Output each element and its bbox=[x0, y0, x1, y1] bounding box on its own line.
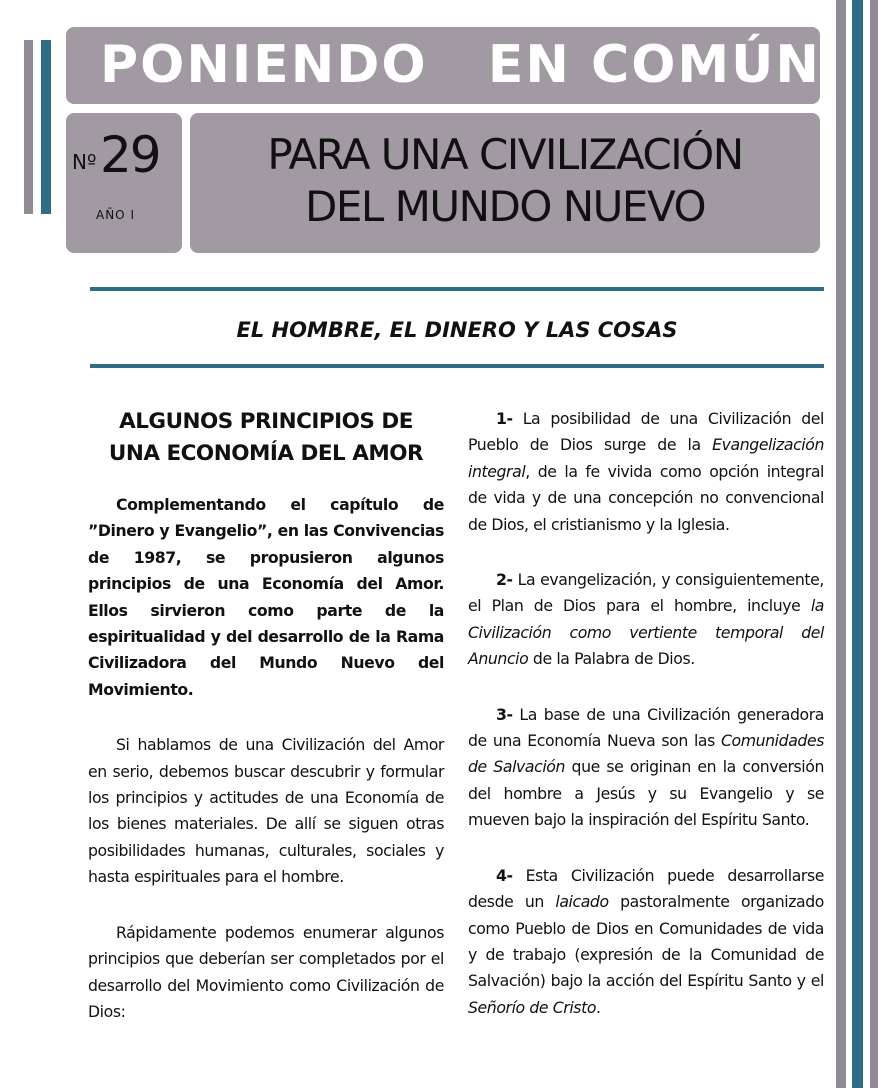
lead-text: Complementando el capítulo de ”Dinero y Evangelio”, en las Convivencias de 1987, se propusieron algunos principios de una Economía del Amor. Ellos sirvieron como parte de la espiritualidad y del desarrollo de la Rama Civilizadora del Mundo Nuevo del Movimiento. bbox=[88, 495, 444, 699]
article-heading-line-1: ALGUNOS PRINCIPIOS DE bbox=[119, 409, 413, 434]
top-divider-rule bbox=[90, 287, 824, 291]
left-decorative-bar-1 bbox=[24, 40, 33, 214]
principle-3 bbox=[468, 702, 824, 834]
issue-prefix: Nº bbox=[72, 150, 97, 174]
principle-4-text-c: . bbox=[596, 997, 601, 1017]
left-decorative-bar-2 bbox=[41, 40, 51, 214]
principle-1-number: 1- bbox=[496, 409, 513, 428]
subtitle-line-2: DEL MUNDO NUEVO bbox=[304, 182, 706, 231]
principle-4-emphasis-a: laicado bbox=[555, 892, 609, 912]
left-column bbox=[88, 406, 444, 1054]
principle-3-text-a: La base de una Civilización generadora de una Economía Nueva son las bbox=[468, 704, 824, 751]
principle-1-text-a: La posibilidad de una Civilización del Pueblo de Dios surge de la bbox=[468, 409, 824, 455]
subtitle-line-1: PARA UNA CIVILIZACIÓN bbox=[267, 130, 743, 179]
issue-number: 29 bbox=[100, 126, 160, 184]
principle-2 bbox=[468, 567, 824, 673]
principle-2-text-a: La evangelización, y consiguientemente, el Plan de Dios para el hombre, incluye bbox=[468, 570, 824, 616]
right-column bbox=[468, 406, 824, 1050]
section-heading: EL HOMBRE, EL DINERO Y LAS COSAS bbox=[236, 318, 678, 342]
principle-2-emphasis-a: la Civilización como vertiente temporal del Anuncio bbox=[468, 596, 824, 669]
right-decorative-bar-1 bbox=[836, 0, 846, 1088]
principle-4-number: 4- bbox=[496, 865, 513, 885]
principle-2-text-b: de la Palabra de Dios. bbox=[528, 649, 695, 669]
principle-4-text-b: pastoralmente organizado como Pueblo de Dios en Comunidades de vida y de trabajo (expresión de la Comunidad de Salvación) bajo la acción del Espíritu Santo y el bbox=[468, 892, 824, 991]
body-paragraph-2-text: Rápidamente podemos enumerar algunos principios que deberían ser completados por el desarrollo del Movimiento como Civilización de Dios: bbox=[88, 922, 444, 1021]
principle-3-text-b: que se originan en la conversión del hombre a Jesús y su Evangelio y se mueven bajo la inspiración del Espíritu Santo. bbox=[468, 757, 824, 830]
principle-1-emphasis-a: Evangelización integral bbox=[468, 435, 824, 481]
right-decorative-bar-3 bbox=[870, 0, 878, 1088]
issue-year: AÑO I bbox=[96, 208, 135, 222]
body-paragraph-2 bbox=[88, 920, 444, 1026]
publication-title: PONIENDO EN COMÚN bbox=[100, 35, 821, 95]
principle-3-emphasis-a: Comunidades de Salvación bbox=[468, 731, 824, 777]
principle-4-text-a: Esta Civilización puede desarrollarse desde un bbox=[468, 865, 824, 912]
principle-2-number: 2- bbox=[496, 570, 513, 590]
principle-4-emphasis-b: Señorío de Cristo bbox=[468, 997, 597, 1017]
principle-4 bbox=[468, 863, 824, 1021]
right-decorative-bar-2 bbox=[852, 0, 863, 1088]
article-heading bbox=[88, 406, 444, 470]
principle-1-text-b: , de la fe vivida como opción integral de vida y de una concepción no convencional de Dios, el cristianismo y la Iglesia. bbox=[468, 461, 824, 534]
principle-3-number: 3- bbox=[496, 704, 513, 724]
bottom-divider-rule bbox=[90, 364, 824, 368]
principle-1 bbox=[468, 406, 824, 538]
lead-paragraph bbox=[88, 492, 444, 703]
article-heading-line-2: UNA ECONOMÍA DEL AMOR bbox=[108, 441, 424, 466]
body-paragraph-1-text: Si hablamos de una Civilización del Amor en serio, debemos buscar descubrir y formular los principios y actitudes de una Economía de los bienes materiales. De allí se siguen otras posibilidades humanas, culturales, sociales y hasta espirituales para el hombre. bbox=[88, 735, 444, 887]
body-paragraph-1 bbox=[88, 732, 444, 890]
